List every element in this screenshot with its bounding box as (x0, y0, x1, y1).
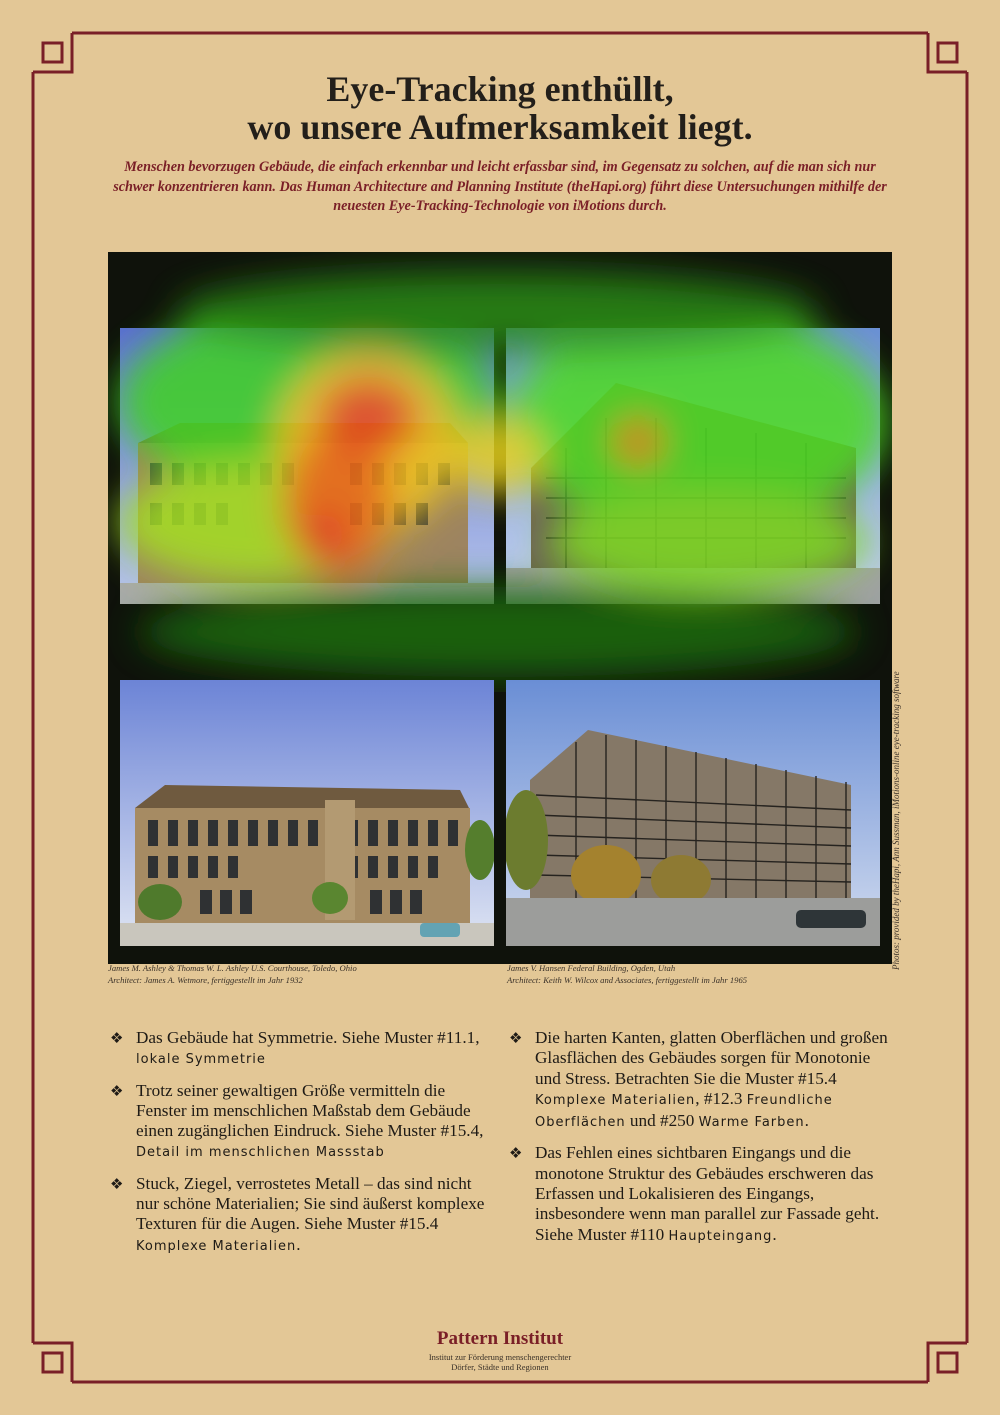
courthouse-photo (120, 680, 494, 946)
diamond-bullet-icon: ❖ (110, 1081, 124, 1100)
pattern-reference: lokale Symmetrie (136, 1052, 266, 1068)
diamond-bullet-icon: ❖ (110, 1029, 124, 1047)
bullet-text-mid: , #12.3 (695, 1088, 743, 1108)
list-item (110, 1174, 494, 1257)
footer-line-1: Institut zur Förderung menschengerechter (428, 1352, 572, 1362)
pattern-reference: Warme Farben (698, 1115, 805, 1131)
eye-tracking-heatmap (108, 252, 892, 692)
bullet-suffix: . (804, 1111, 809, 1131)
title-line-1: Eye-Tracking enthüllt, (326, 69, 674, 109)
pattern-reference: Komplexe Materialien (136, 1238, 297, 1254)
footer-title: Pattern Institut (436, 1328, 564, 1349)
bullet-text: Das Gebäude hat Symmetrie. Siehe Muster #11.1, (136, 1028, 480, 1047)
footer-line-2: Dörfer, Städte und Regionen (451, 1362, 549, 1372)
pattern-reference: Haupteingang (668, 1228, 773, 1244)
image-panel (108, 252, 892, 964)
bullet-text-mid: und #250 (629, 1111, 695, 1131)
subtitle: Menschen bevorzugen Gebäude, die einfach erkennbar und leicht erfassbar sind, im Gegensatz zu solchen, auf die man sich nur schwer konzentrieren kann. Das Human Architecture and Planning Institute (theHapi.org) führt diese Untersuchungen mithilfe der neuesten Eye-Tracking-Technologie von iMotions durch. (113, 159, 887, 214)
caption-federal-building (507, 963, 887, 986)
list-item (509, 1143, 893, 1246)
photo-credit: Photos: provided by theHapi, Ann Sussman, iMotions-online eye-tracking software (891, 671, 901, 970)
list-item (509, 1028, 893, 1133)
diamond-bullet-icon: ❖ (110, 1174, 124, 1193)
bullet-text: Trotz seiner gewaltigen Größe vermitteln die Fenster im menschlichen Maßstab dem Gebäude einen zugänglichen Eindruck. Siehe Muster #15.4, (136, 1080, 484, 1141)
federal-building-photo (506, 680, 880, 946)
footer-subtitle (350, 1352, 650, 1372)
title-line-2: wo unsere Aufmerksamkeit liegt. (247, 107, 753, 147)
caption-courthouse-line-2: Architect: James A. Wetmore, fertiggestellt im Jahr 1932 (108, 974, 303, 985)
bullet-text: Stuck, Ziegel, verrostetes Metall – das sind nicht nur schöne Materialien; Sie sind äußerst komplexe Texturen für die Augen. Siehe Muster #15.4 (136, 1173, 485, 1234)
list-item (110, 1081, 494, 1164)
bullet-list-left (110, 1028, 494, 1267)
diamond-bullet-icon: ❖ (509, 1029, 523, 1047)
list-item (110, 1028, 494, 1071)
page-title (100, 70, 900, 146)
bullet-list-right (509, 1028, 893, 1257)
bullet-text: Die harten Kanten, glatten Oberflächen und großen Glasflächen des Gebäudes sorgen für Monotonie und Stress. Betrachten Sie die Muster #15.4 (535, 1028, 888, 1088)
caption-courthouse-line-1: James M. Ashley & Thomas W. L. Ashley U.S. Courthouse, Toledo, Ohio (108, 963, 357, 973)
bullet-text: Das Fehlen eines sichtbaren Eingangs und die monotone Struktur des Gebäudes erschweren das Erfassen und Lokalisieren des Eingangs, insbesondere wenn man parallel zur Fassade geht. Siehe Muster #110 (535, 1143, 880, 1244)
caption-courthouse (108, 963, 488, 986)
diamond-bullet-icon: ❖ (509, 1144, 523, 1163)
caption-federal-line-1: James V. Hansen Federal Building, Ogden, Utah (507, 963, 676, 973)
pattern-reference: Komplexe Materialien (535, 1092, 696, 1108)
bullet-suffix: . (772, 1224, 777, 1244)
bullet-suffix: . (296, 1234, 301, 1254)
caption-federal-line-2: Architect: Keith W. Wilcox and Associates, fertiggestellt im Jahr 1965 (507, 974, 748, 985)
pattern-reference: Freundliche Oberflächen (535, 1092, 833, 1131)
pattern-reference: Detail im menschlichen Massstab (136, 1145, 385, 1161)
